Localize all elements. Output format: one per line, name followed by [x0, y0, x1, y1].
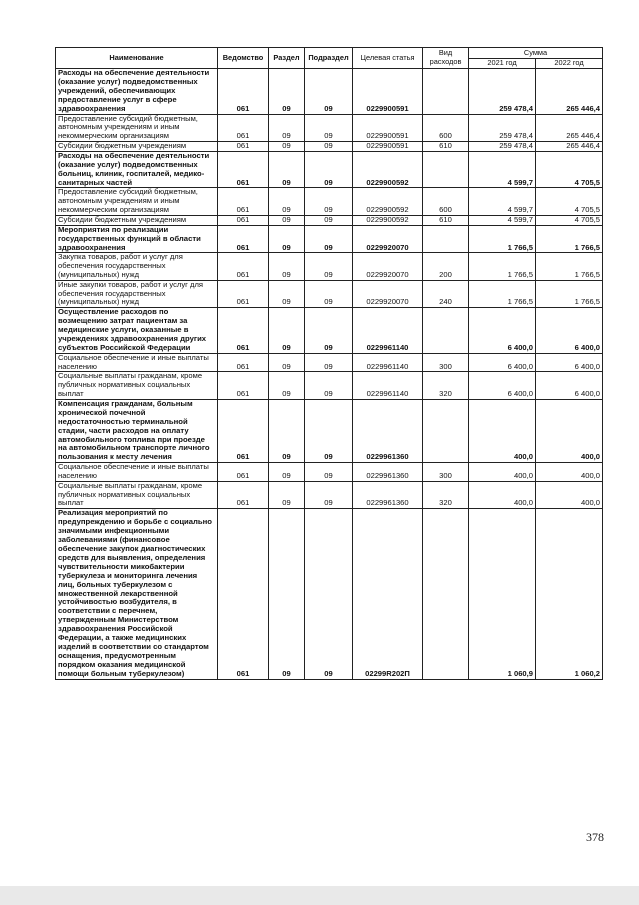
- row-name: Субсидии бюджетным учреждениям: [56, 215, 218, 225]
- row-dept: 061: [218, 372, 269, 399]
- row-sum-2022: 1 060,2: [536, 509, 603, 680]
- row-target: 0229961140: [353, 372, 423, 399]
- row-target: 0229961360: [353, 399, 423, 462]
- row-name: Закупка товаров, работ и услуг для обеспечения государственных (муниципальных) нужд: [56, 253, 218, 280]
- row-name: Расходы на обеспечение деятельности (оказание услуг) подведомственных учреждений, обеспечивающих предоставление услуг в сфере здравоохранения: [56, 69, 218, 115]
- row-subsection: 09: [305, 308, 353, 354]
- row-sum-2021: 259 478,4: [469, 114, 536, 141]
- row-subsection: 09: [305, 280, 353, 307]
- row-target: 0229900591: [353, 69, 423, 115]
- row-sum-2021: 6 400,0: [469, 353, 536, 372]
- row-dept: 061: [218, 151, 269, 188]
- row-expense-type: 600: [423, 188, 469, 215]
- row-sum-2021: 259 478,4: [469, 69, 536, 115]
- row-sum-2022: 400,0: [536, 399, 603, 462]
- header-target: Целевая статья: [353, 48, 423, 69]
- row-target: 0229920070: [353, 253, 423, 280]
- row-dept: 061: [218, 509, 269, 680]
- row-subsection: 09: [305, 69, 353, 115]
- row-target: 0229900592: [353, 151, 423, 188]
- row-subsection: 09: [305, 253, 353, 280]
- row-name: Предоставление субсидий бюджетным, автономным учреждениям и иным некоммерческим организациям: [56, 188, 218, 215]
- row-section: 09: [269, 69, 305, 115]
- row-expense-type: 200: [423, 253, 469, 280]
- row-subsection: 09: [305, 188, 353, 215]
- row-target: 0229920070: [353, 225, 423, 253]
- row-sum-2022: 265 446,4: [536, 69, 603, 115]
- row-target: 0229900591: [353, 114, 423, 141]
- row-subsection: 09: [305, 399, 353, 462]
- page-number: 378: [586, 830, 604, 844]
- row-dept: 061: [218, 142, 269, 152]
- row-sum-2021: 1 766,5: [469, 280, 536, 307]
- row-section: 09: [269, 463, 305, 482]
- row-expense-type: 610: [423, 142, 469, 152]
- row-section: 09: [269, 188, 305, 215]
- row-expense-type: [423, 509, 469, 680]
- budget-table: [55, 47, 603, 680]
- row-sum-2021: 4 599,7: [469, 188, 536, 215]
- row-sum-2022: 4 705,5: [536, 188, 603, 215]
- row-subsection: 09: [305, 151, 353, 188]
- table-row: [56, 215, 603, 225]
- header-sum: Сумма: [469, 48, 603, 59]
- row-expense-type: 610: [423, 215, 469, 225]
- row-dept: 061: [218, 215, 269, 225]
- row-subsection: 09: [305, 481, 353, 508]
- row-section: 09: [269, 280, 305, 307]
- row-expense-type: [423, 151, 469, 188]
- row-dept: 061: [218, 399, 269, 462]
- table-row: [56, 509, 603, 680]
- row-subsection: 09: [305, 372, 353, 399]
- row-sum-2022: 400,0: [536, 463, 603, 482]
- row-dept: 061: [218, 114, 269, 141]
- row-target: 0229900591: [353, 142, 423, 152]
- row-name: Компенсация гражданам, больным хронической почечной недостаточностью терминальной стадии, части расходов на оплату автомобильного топлива при проезде на автомобильном транспорте личного пользования к месту лечения: [56, 399, 218, 462]
- table-row: [56, 114, 603, 141]
- table-row: [56, 69, 603, 115]
- row-sum-2021: 400,0: [469, 463, 536, 482]
- row-sum-2022: 1 766,5: [536, 280, 603, 307]
- row-sum-2022: 6 400,0: [536, 372, 603, 399]
- row-section: 09: [269, 353, 305, 372]
- row-expense-type: 320: [423, 372, 469, 399]
- row-sum-2021: 400,0: [469, 481, 536, 508]
- row-target: 0229961360: [353, 481, 423, 508]
- row-expense-type: 300: [423, 353, 469, 372]
- row-section: 09: [269, 253, 305, 280]
- row-name: Мероприятия по реализации государственных функций в области здравоохранения: [56, 225, 218, 253]
- row-sum-2021: 1 766,5: [469, 253, 536, 280]
- table-row: [56, 280, 603, 307]
- row-dept: 061: [218, 225, 269, 253]
- row-sum-2022: 265 446,4: [536, 114, 603, 141]
- row-dept: 061: [218, 308, 269, 354]
- row-subsection: 09: [305, 509, 353, 680]
- row-dept: 061: [218, 463, 269, 482]
- scan-bottom-strip: [0, 886, 639, 905]
- table-row: [56, 225, 603, 253]
- row-target: 0229900592: [353, 188, 423, 215]
- row-name: Расходы на обеспечение деятельности (оказание услуг) подведомственных больниц, клиник, госпиталей, медико-санитарных частей: [56, 151, 218, 188]
- table-row: [56, 253, 603, 280]
- row-sum-2022: 400,0: [536, 481, 603, 508]
- header-section: Раздел: [269, 48, 305, 69]
- table-body: [56, 69, 603, 680]
- row-section: 09: [269, 481, 305, 508]
- table-row: [56, 399, 603, 462]
- table-row: [56, 142, 603, 152]
- row-sum-2022: 6 400,0: [536, 353, 603, 372]
- row-name: Социальные выплаты гражданам, кроме публичных нормативных социальных выплат: [56, 481, 218, 508]
- row-sum-2021: 1 060,9: [469, 509, 536, 680]
- row-expense-type: [423, 308, 469, 354]
- row-expense-type: [423, 399, 469, 462]
- row-name: Предоставление субсидий бюджетным, автономным учреждениям и иным некоммерческим организациям: [56, 114, 218, 141]
- row-dept: 061: [218, 188, 269, 215]
- row-dept: 061: [218, 280, 269, 307]
- row-sum-2022: 6 400,0: [536, 308, 603, 354]
- table-row: [56, 151, 603, 188]
- row-sum-2021: 259 478,4: [469, 142, 536, 152]
- row-section: 09: [269, 114, 305, 141]
- row-dept: 061: [218, 481, 269, 508]
- table-row: [56, 481, 603, 508]
- row-section: 09: [269, 372, 305, 399]
- row-section: 09: [269, 151, 305, 188]
- row-target: 02299R202П: [353, 509, 423, 680]
- row-sum-2022: 265 446,4: [536, 142, 603, 152]
- row-name: Социальное обеспечение и иные выплаты населению: [56, 463, 218, 482]
- row-expense-type: 320: [423, 481, 469, 508]
- row-section: 09: [269, 225, 305, 253]
- row-subsection: 09: [305, 215, 353, 225]
- row-sum-2021: 6 400,0: [469, 372, 536, 399]
- row-target: 0229961360: [353, 463, 423, 482]
- row-expense-type: 600: [423, 114, 469, 141]
- row-name: Иные закупки товаров, работ и услуг для обеспечения государственных (муниципальных) нужд: [56, 280, 218, 307]
- row-dept: 061: [218, 69, 269, 115]
- row-dept: 061: [218, 253, 269, 280]
- row-target: 0229920070: [353, 280, 423, 307]
- row-sum-2021: 400,0: [469, 399, 536, 462]
- row-section: 09: [269, 399, 305, 462]
- row-sum-2021: 6 400,0: [469, 308, 536, 354]
- row-subsection: 09: [305, 114, 353, 141]
- row-name: Реализация мероприятий по предупреждению и борьбе с социально значимыми инфекционными заболеваниями (финансовое обеспечение закупок диагностических средств для выявления, определения чувствительности микобактерии туберкулеза и мониторинга лечения лиц, больных туберкулезом с множественной лекарственной устойчивостью возбудителя, в соответствии с перечнем, утвержденным Министерством здравоохранения Российской Федерации, а также медицинских изделий в соответствии со стандартом оснащения, предусмотренным порядком оказания медицинской помощи больным туберкулезом): [56, 509, 218, 680]
- row-sum-2021: 4 599,7: [469, 215, 536, 225]
- table-row: [56, 463, 603, 482]
- row-name: Субсидии бюджетным учреждениям: [56, 142, 218, 152]
- header-expense-type: Вид расходов: [423, 48, 469, 69]
- row-expense-type: 300: [423, 463, 469, 482]
- row-target: 0229961140: [353, 308, 423, 354]
- row-sum-2022: 4 705,5: [536, 151, 603, 188]
- row-expense-type: [423, 225, 469, 253]
- row-name: Социальные выплаты гражданам, кроме публичных нормативных социальных выплат: [56, 372, 218, 399]
- row-sum-2021: 1 766,5: [469, 225, 536, 253]
- header-year-2022: 2022 год: [536, 59, 603, 69]
- row-expense-type: 240: [423, 280, 469, 307]
- row-sum-2022: 1 766,5: [536, 225, 603, 253]
- table-row: [56, 188, 603, 215]
- row-section: 09: [269, 215, 305, 225]
- row-section: 09: [269, 509, 305, 680]
- row-expense-type: [423, 69, 469, 115]
- header-name: Наименование: [56, 48, 218, 69]
- row-subsection: 09: [305, 353, 353, 372]
- row-target: 0229961140: [353, 353, 423, 372]
- row-target: 0229900592: [353, 215, 423, 225]
- header-dept: Ведомство: [218, 48, 269, 69]
- header-subsection: Подраздел: [305, 48, 353, 69]
- row-dept: 061: [218, 353, 269, 372]
- table-row: [56, 372, 603, 399]
- table-row: [56, 308, 603, 354]
- row-subsection: 09: [305, 142, 353, 152]
- row-subsection: 09: [305, 463, 353, 482]
- table-row: [56, 353, 603, 372]
- row-subsection: 09: [305, 225, 353, 253]
- row-sum-2021: 4 599,7: [469, 151, 536, 188]
- row-section: 09: [269, 142, 305, 152]
- row-name: Социальное обеспечение и иные выплаты населению: [56, 353, 218, 372]
- row-section: 09: [269, 308, 305, 354]
- row-sum-2022: 4 705,5: [536, 215, 603, 225]
- row-sum-2022: 1 766,5: [536, 253, 603, 280]
- row-name: Осуществление расходов по возмещению затрат пациентам за медицинские услуги, оказанные в учреждениях здравоохранения других субъектов Российской Федерации: [56, 308, 218, 354]
- header-year-2021: 2021 год: [469, 59, 536, 69]
